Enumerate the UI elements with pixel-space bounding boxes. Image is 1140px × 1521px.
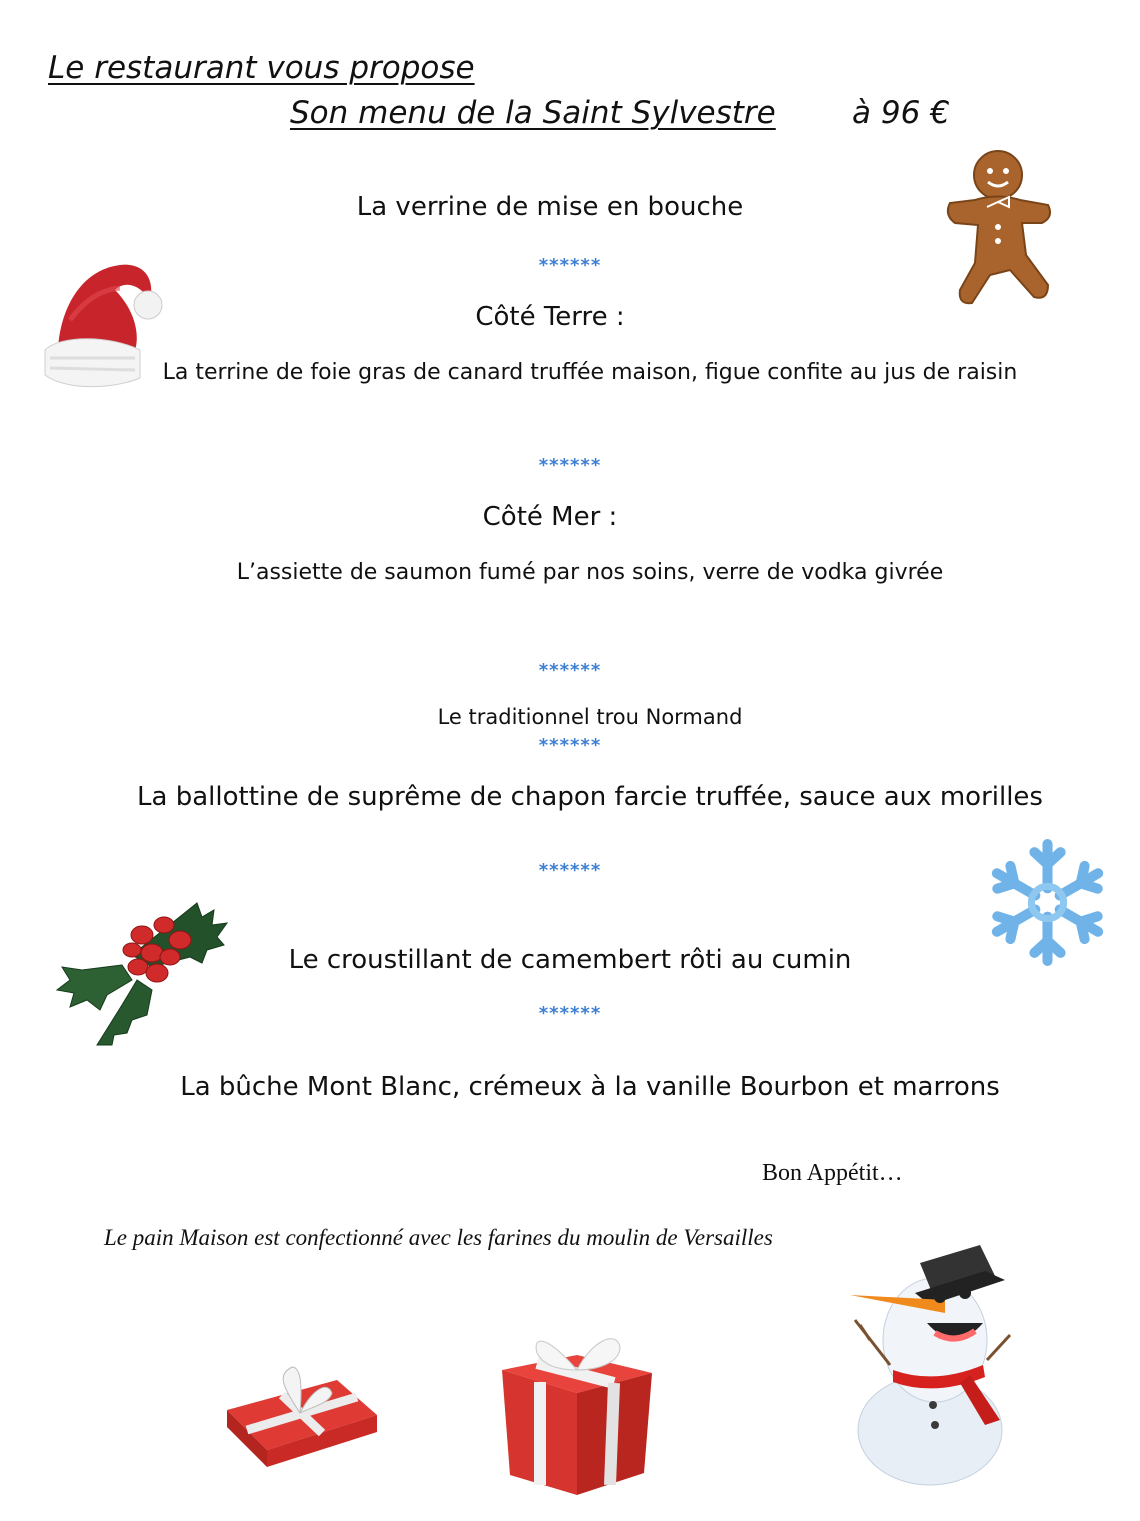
snowman-icon <box>835 1225 1020 1487</box>
flat-gift-icon <box>222 1355 382 1470</box>
trou-normand: Le traditionnel trou Normand <box>437 705 743 729</box>
header-line-1: Le restaurant vous propose <box>48 50 475 86</box>
menu-price: à 96 € <box>852 95 950 131</box>
separator: ****** <box>538 1003 602 1024</box>
holly-icon <box>52 895 232 1055</box>
separator: ****** <box>538 860 602 881</box>
gingerbread-man-icon <box>940 145 1055 310</box>
gift-box-icon <box>492 1325 662 1505</box>
header-line-2: Son menu de la Saint Sylvestre <box>290 95 776 131</box>
separator: ****** <box>538 660 602 681</box>
separator: ****** <box>538 735 602 756</box>
santa-hat-icon <box>40 250 165 395</box>
main-course: La ballottine de suprême de chapon farcie truffée, sauce aux morilles <box>137 782 1043 812</box>
bread-note: Le pain Maison est confectionné avec les farines du moulin de Versailles <box>104 1225 773 1250</box>
dessert: La bûche Mont Blanc, crémeux à la vanille Bourbon et marrons <box>180 1072 1000 1102</box>
cheese-course: Le croustillant de camembert rôti au cumin <box>288 945 852 975</box>
bon-appetit: Bon Appétit… <box>762 1160 903 1186</box>
cote-terre-title: Côté Terre : <box>475 302 625 332</box>
separator: ****** <box>538 255 602 276</box>
snowflake-icon <box>985 835 1110 970</box>
amuse-bouche: La verrine de mise en bouche <box>356 192 744 222</box>
cote-mer-dish: L’assiette de saumon fumé par nos soins, verre de vodka givrée <box>236 560 944 585</box>
separator: ****** <box>538 455 602 476</box>
cote-mer-title: Côté Mer : <box>482 502 618 532</box>
cote-terre-dish: La terrine de foie gras de canard truffée maison, figue confite au jus de raisin <box>162 360 1018 385</box>
